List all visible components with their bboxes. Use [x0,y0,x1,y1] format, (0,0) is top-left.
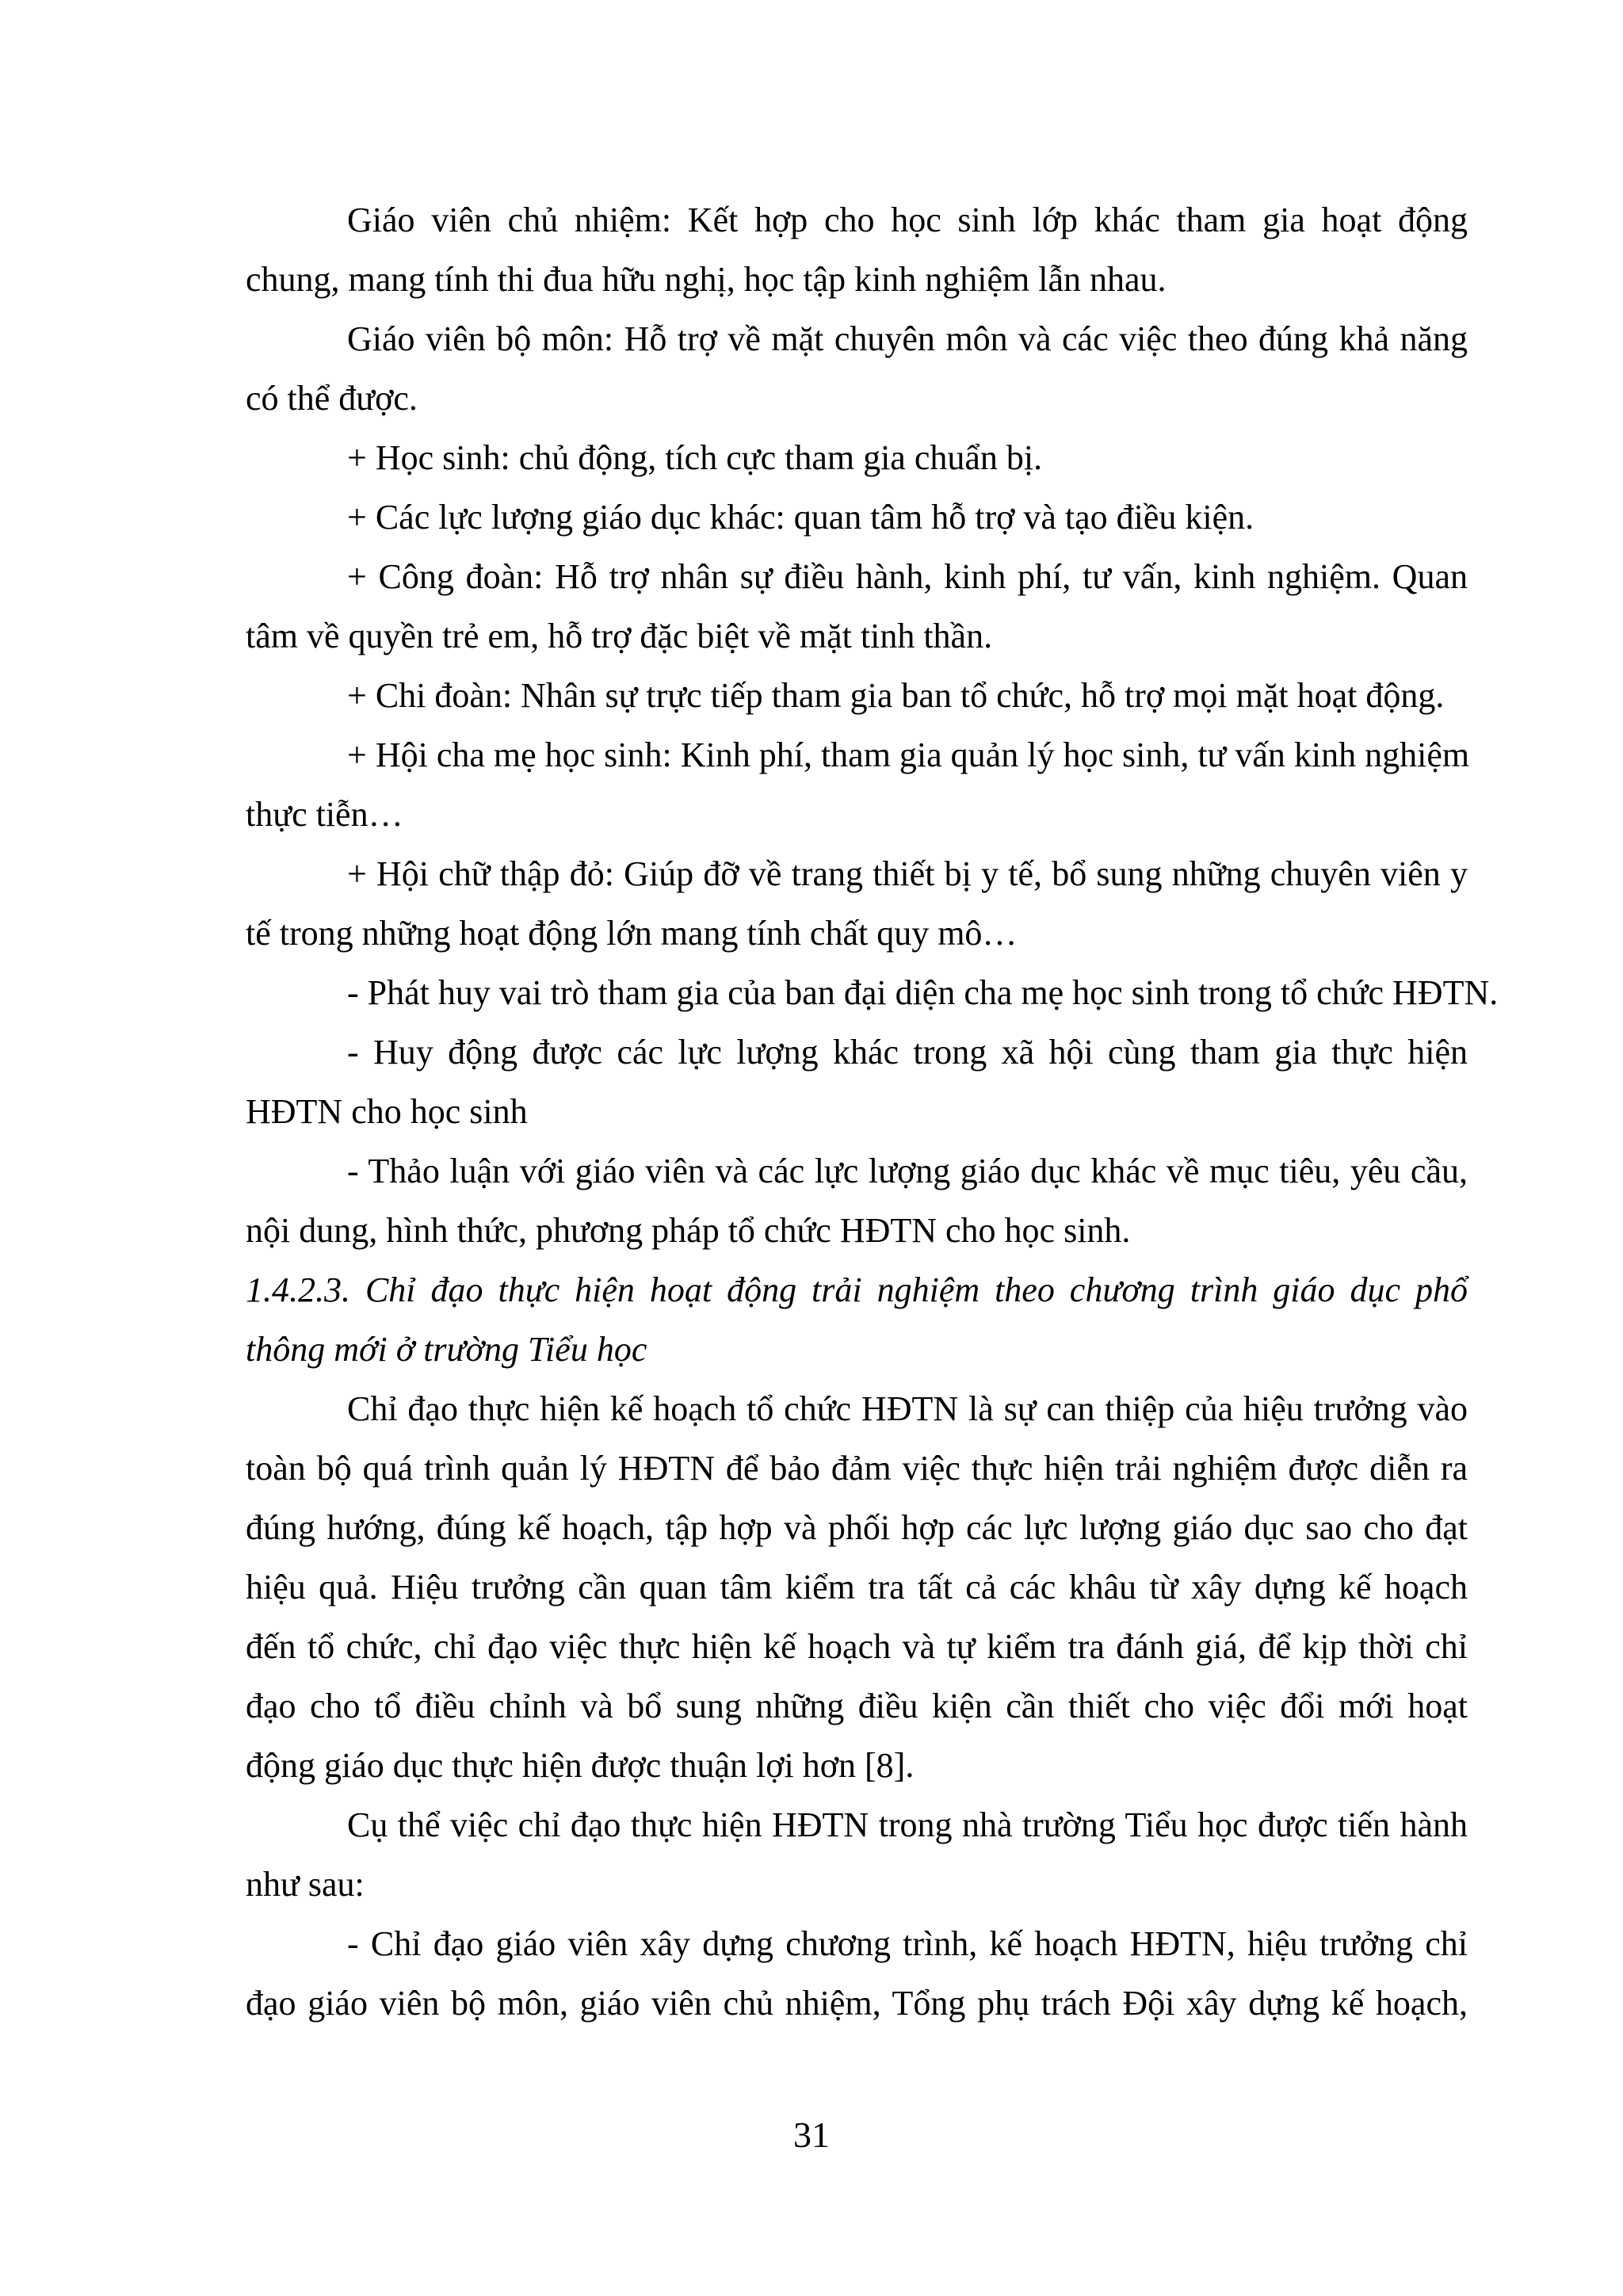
paragraph-line: + Các lực lượng giáo dục khác: quan tâm hỗ trợ và tạo điều kiện. [347,498,1254,537]
paragraph-line: toàn bộ quá trình quản lý HĐTN để bảo đảm việc thực hiện trải nghiệm được diễn ra [246,1449,1468,1488]
paragraph-line: tế trong những hoạt động lớn mang tính chất quy mô… [246,914,1018,953]
paragraph-line: đạo giáo viên bộ môn, giáo viên chủ nhiệm, Tổng phụ trách Đội xây dựng kế hoạch, [246,1984,1468,2023]
paragraph-line: có thể được. [246,379,418,418]
paragraph-line: đạo cho tổ điều chỉnh và bổ sung những điều kiện cần thiết cho việc đổi mới hoạt [246,1687,1468,1725]
paragraph-line: hiệu quả. Hiệu trưởng cần quan tâm kiểm tra tất cả các khâu từ xây dựng kế hoạch [246,1568,1468,1606]
paragraph-line: - Phát huy vai trò tham gia của ban đại diện cha mẹ học sinh trong tổ chức HĐTN. [347,973,1499,1012]
paragraph-line: tâm về quyền trẻ em, hỗ trợ đặc biệt về mặt tinh thần. [246,617,993,655]
paragraph-line: nội dung, hình thức, phương pháp tổ chức HĐTN cho học sinh. [246,1211,1131,1250]
paragraph-line: Cụ thể việc chỉ đạo thực hiện HĐTN trong nhà trường Tiểu học được tiến hành [347,1805,1468,1844]
paragraph-line: HĐTN cho học sinh [246,1092,528,1131]
paragraph-line: + Hội chữ thập đỏ: Giúp đỡ về trang thiết bị y tế, bổ sung những chuyên viên y [347,854,1468,893]
paragraph-line: chung, mang tính thi đua hữu nghị, học tập kinh nghiệm lẫn nhau. [246,260,1167,299]
page-number: 31 [793,2115,830,2155]
document-body [246,190,1499,2033]
paragraph-line: như sau: [246,1865,365,1904]
paragraph-line: động giáo dục thực hiện được thuận lợi hơn [8]. [246,1746,915,1785]
paragraph-line: + Hội cha mẹ học sinh: Kinh phí, tham gia quản lý học sinh, tư vấn kinh nghiệm [347,735,1470,774]
paragraph-line: Giáo viên chủ nhiệm: Kết hợp cho học sinh lớp khác tham gia hoạt động [347,201,1468,239]
paragraph-line: đúng hướng, đúng kế hoạch, tập hợp và phối hợp các lực lượng giáo dục sao cho đạt [246,1508,1468,1547]
paragraph-line: - Chỉ đạo giáo viên xây dựng chương trình, kế hoạch HĐTN, hiệu trưởng chỉ [347,1924,1468,1963]
paragraph-line: - Thảo luận với giáo viên và các lực lượng giáo dục khác về mục tiêu, yêu cầu, [347,1152,1468,1190]
paragraph-line: + Chi đoàn: Nhân sự trực tiếp tham gia ban tổ chức, hỗ trợ mọi mặt hoạt động. [347,676,1445,715]
paragraph-line: + Công đoàn: Hỗ trợ nhân sự điều hành, kinh phí, tư vấn, kinh nghiệm. Quan [347,557,1468,596]
paragraph-line: Giáo viên bộ môn: Hỗ trợ về mặt chuyên môn và các việc theo đúng khả năng [347,319,1468,358]
paragraph-line: + Học sinh: chủ động, tích cực tham gia chuẩn bị. [347,438,1043,477]
paragraph-line: Chỉ đạo thực hiện kế hoạch tổ chức HĐTN là sự can thiệp của hiệu trưởng vào [347,1389,1468,1428]
paragraph-line: thực tiễn… [246,795,403,834]
section-heading: 1.4.2.3. Chỉ đạo thực hiện hoạt động trải nghiệm theo chương trình giáo dục phổ [246,1270,1468,1309]
paragraph-line: đến tổ chức, chỉ đạo việc thực hiện kế hoạch và tự kiểm tra đánh giá, để kịp thời chỉ [246,1627,1468,1666]
paragraph-line: - Huy động được các lực lượng khác trong xã hội cùng tham gia thực hiện [347,1033,1468,1072]
section-heading: thông mới ở trường Tiểu học [246,1330,647,1369]
